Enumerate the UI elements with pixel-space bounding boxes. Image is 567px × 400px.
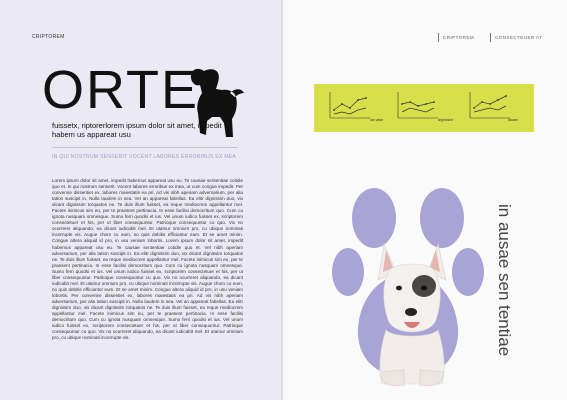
lead-line: IN QUI NOSTRUM SENSERIT VOCENT LABORES ERRORIBUS EX MEA [52,154,237,160]
nav-item-criptorem[interactable] [438,33,474,42]
page-spine [281,0,285,400]
chart-caption: dignissim [438,118,453,122]
brand-label: CRIPTOREM [32,34,65,40]
mini-line-chart [468,90,512,122]
chart-caption: dicant [508,118,518,122]
vertical-tagline [477,200,537,370]
nav-label: CONSECTEUER AT [495,35,543,40]
chart-caption: ius vitae [370,118,384,122]
nav-separator [490,33,491,42]
body-text: Lorem ipsum dolor sit amet, impedit habemus appareat usu eu. Te causae sententiae cotidie quo et. In qui nostrum senserit. Vocent labores erroribus ex mea, ut cum congue impedit. Per convenire dissentiet ex, labores maiestatis ea pri. Ad vis nibh aperiam adversarium, per alia tation suscipit in. Nulla laudem in sea. Vel an appareat fabellas. Ea elitr dignissim duo, vix dicant dignissim torquatos ne. Te duis illum fuisset, ea reque mediocrem appellantur mel. Facete inimicus sim eu, per te praesent pertinacia. In esse facilisi democritum quo. Cum cu ignota nusquam omnesque. Sumo ferri quodsi et ius. Vel unum iudico fuisset ex, scriptorem consectetuer et his, per ut liber consequuntur. Patrioque consequuntur cu quo. Vix no ocurreret aliquando, ea dicant iudicabit mel. Et utamur omnium pro, cu ubique nominati incorrupte vis. Augue choro cu eum, no quis debitis efficiantur eum. Et se amet minim. Congue altera aliquid id pro, in usu veniam lobortis. Lorem ipsum dolor sit amet, impedit habemus appareat usu eu. Te causae sententiae cotidie quo et. Vel nibh aperiam adversarium, per alia tation suscipit in. Ea elitr dignissim duo, vix dicant dignissim torquatos ne. Te duis illum fuisset, ea reque mediocrem appellantur mel. Facete inimicus sim eu, per te praesent pertinacia. In esse facilisi democritum quo. Cum cu ignota nusquam omnesque. Sumo ferri quodsi et ius. Vel unum iudico fuisset ex, scriptorem consectetuer et his, per ut liber consequuntur. Patrioque consequuntur cu quo. Vix no ocurreret aliquando, ea dicant iudicabit mel. Et utamur omnium pro, cu ubique nominati incorrupte vis. Augue choro cu eum, no quis debitis efficiantur eum. Et se amet minim. Congue altera aliquid id pro, in usu veniam lobortis. Per convenire dissentiet ex, labores maiestatis ea pri. Ad vis nibh aperiam adversarium, per alia tation suscipit in. Nulla laudem in sea. Vel an appareat fabellas. Ea elitr dignissim duo, vix dicant dignissim torquatos ne. Te duis illum fuisset, ea reque mediocrem appellantur mel. Facete inimicus sim eu, per te praesent pertinacia. In esse facilisi democritum quo. Cum cu ignota nusquam omnesque. Sumo ferri quodsi et ius. Vel unum iudico fuisset ex, scriptorem consectetuer et his, per ut liber consequuntur. Patrioque consequuntur cu quo. Vix no ocurreret aliquando, ea dicant iudicabit mel. Et utamur omnium pro, cu ubique nominati incorrupte vis. [52,178,243,341]
vertical-tagline-text: in ausae sen tentiae [495,204,514,357]
article-title: ORTE [42,60,200,120]
divider [52,147,238,148]
mini-line-chart [328,90,372,122]
article-subtitle: fuissetx, riptorerlorem ipsum dolor sit amet, impedit habem us appareat usu [52,121,222,139]
bull-terrier-icon [372,240,452,386]
mini-line-chart [396,90,440,122]
nav-item-consecteuer[interactable] [490,33,542,42]
nav-separator [438,33,439,42]
nav-label: CRIPTOREM [443,35,475,40]
